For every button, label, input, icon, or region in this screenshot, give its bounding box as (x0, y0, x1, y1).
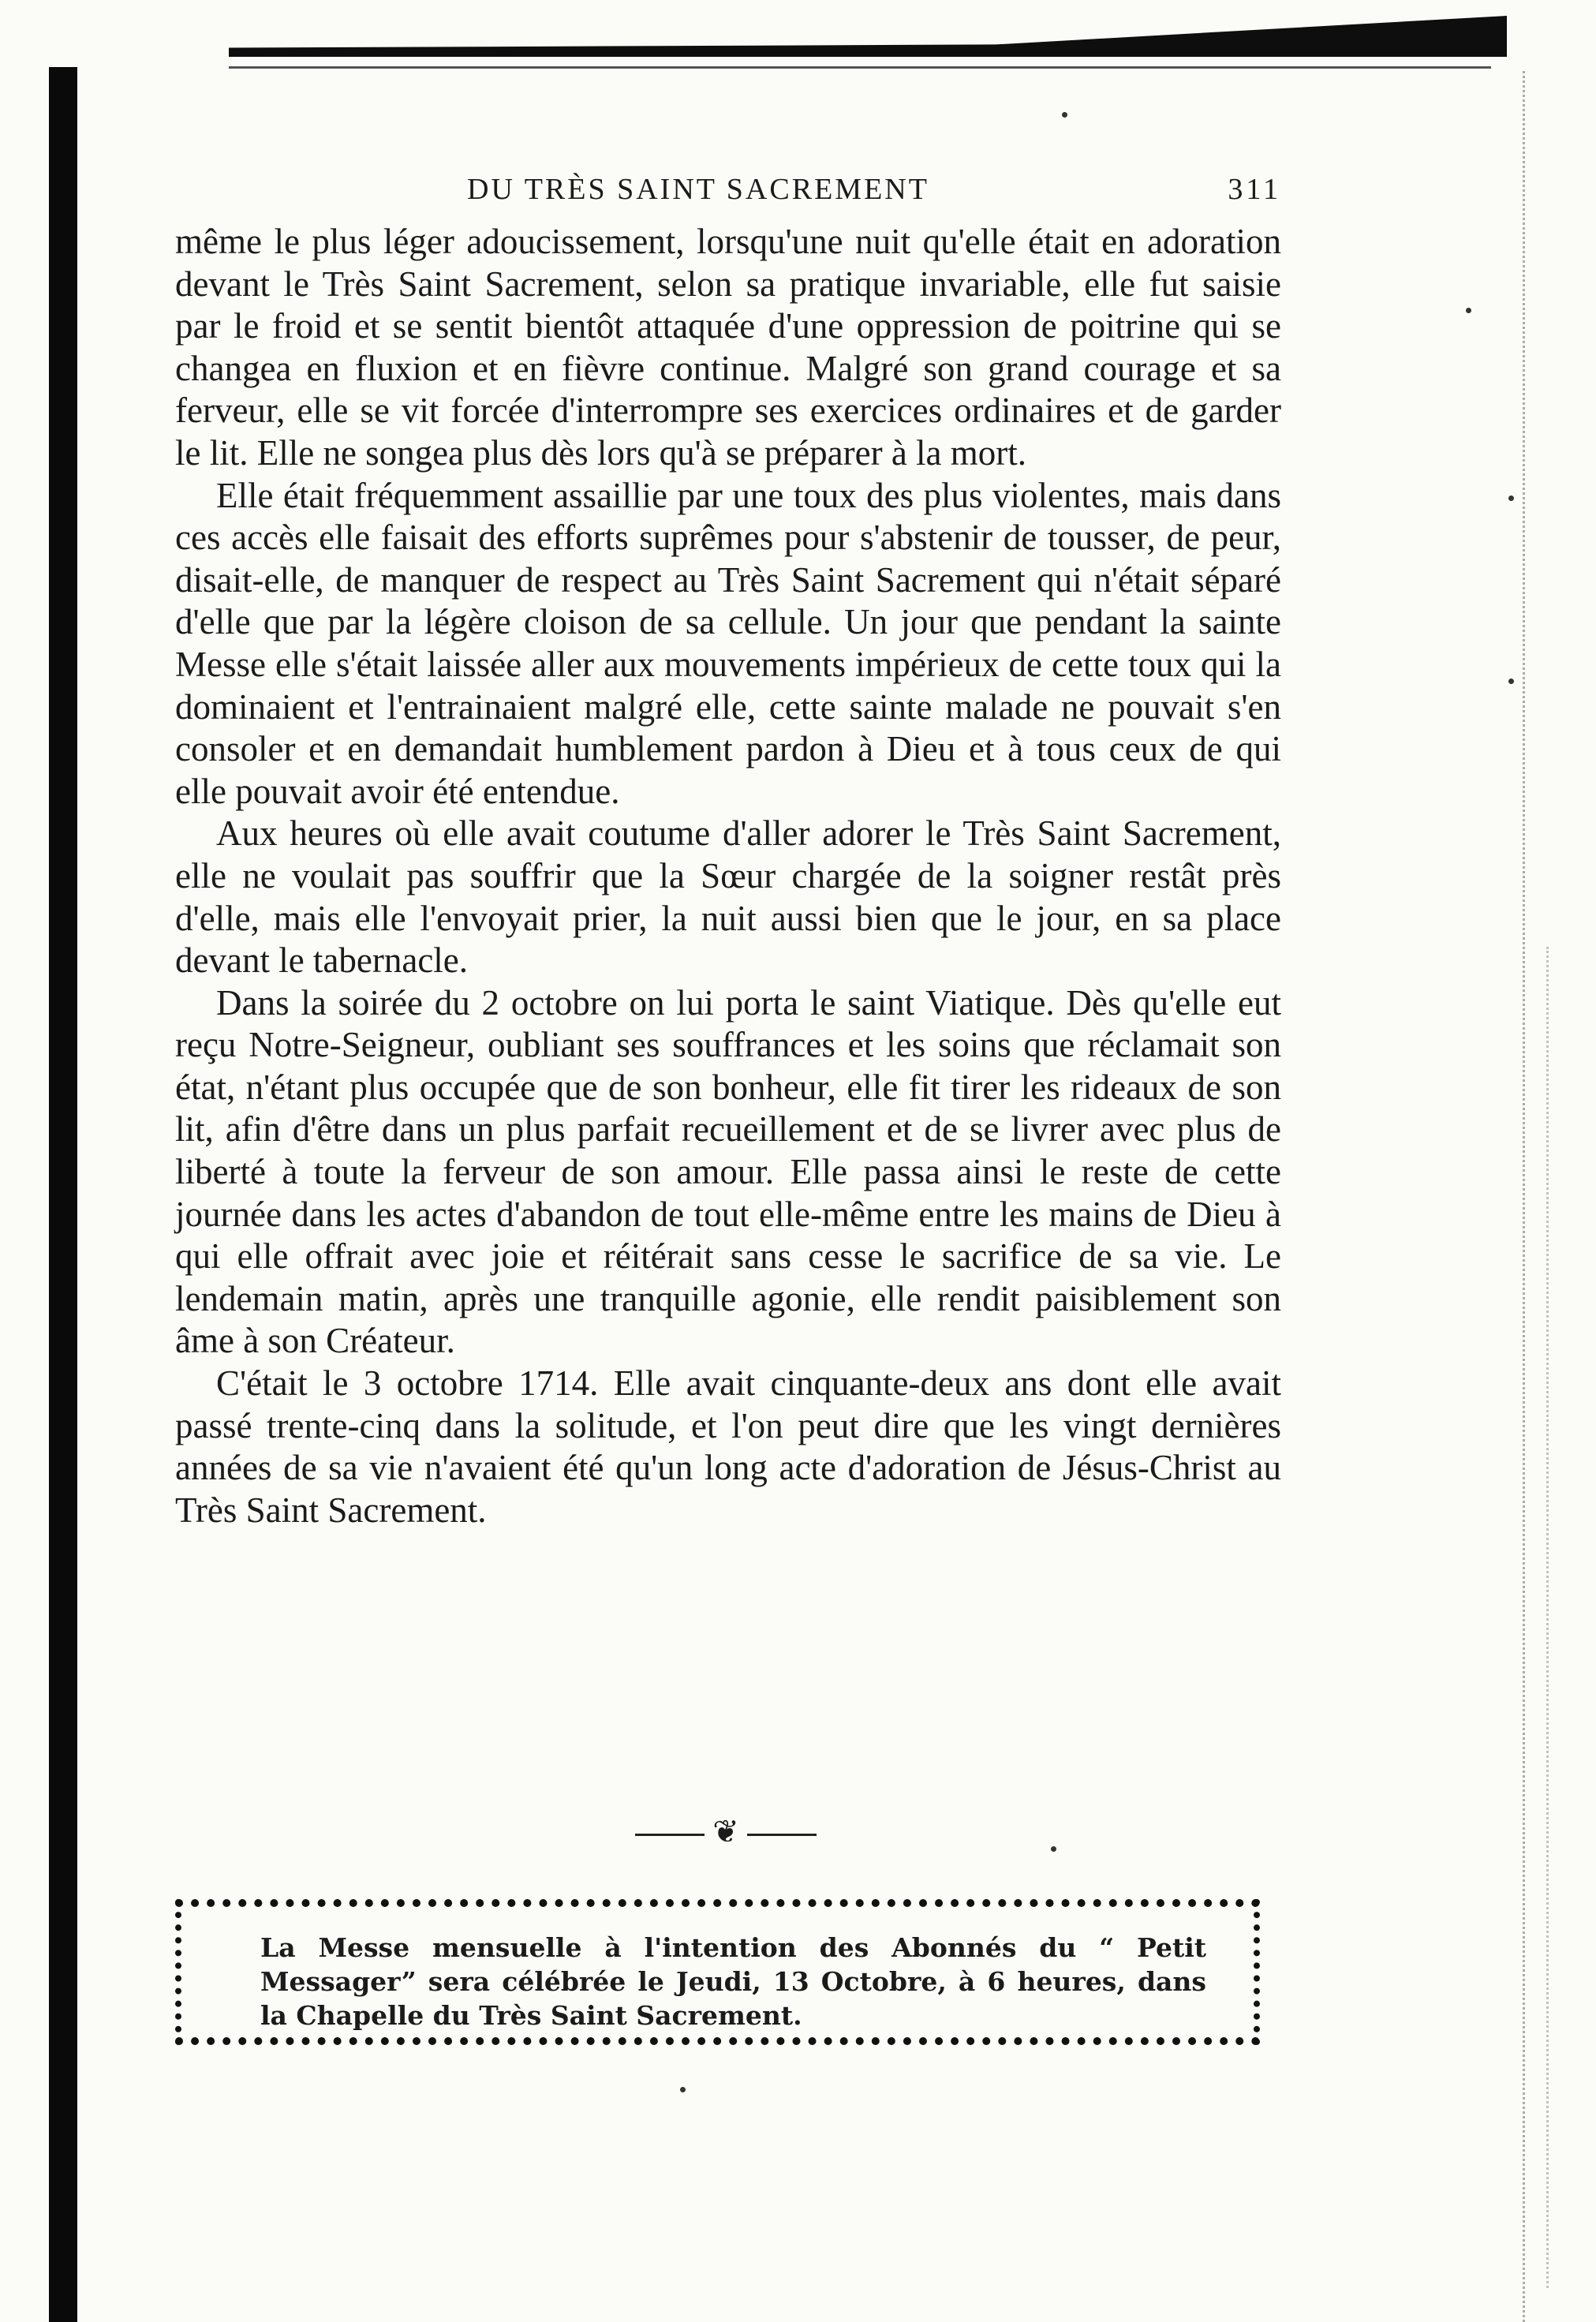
scan-speck (1062, 112, 1067, 118)
page-number: 311 (1228, 173, 1281, 206)
page-header (175, 172, 1281, 216)
scan-binding-edge (49, 67, 77, 2322)
scan-speck (1508, 495, 1514, 501)
paragraph: C'était le 3 octobre 1714. Elle avait cinquante-deux ans dont elle avait passé trente-cinq dans la solitude, et l'on peut dire que les vingt dernières années de sa vie n'avaient été qu'un long acte d'adoration de Jésus-Christ au Très Saint Sacrement. (175, 1363, 1281, 1530)
body-text (175, 221, 1281, 1531)
running-title: DU TRÈS SAINT SACREMENT (467, 173, 929, 206)
section-ornament (607, 1816, 844, 1848)
paragraph: Dans la soirée du 2 octobre on lui porta le saint Viatique. Dès qu'elle eut reçu Notre-Seigneur, oubliant ses souffrances et les soins que réclamait son état, n'étant plus occupée que de son bonheur, elle fit tirer les rideaux de son lit, afin d'être dans un plus parfait recueillement et de se livrer avec plus de liberté à toute la ferveur de son amour. Elle passa ainsi le reste de cette journée dans les actes d'abandon de tout elle-même entre les mains de Dieu à qui elle offrait avec joie et réitérait sans cesse le sacrifice de sa vie. Le lendemain matin, après une tranquille agonie, elle rendit paisiblement son âme à son Créateur. (175, 982, 1281, 1361)
mass-notice-text: La Messe mensuelle à l'intention des Abonnés du “ Petit Messager” sera célébrée le Jeudi, 13 Octobre, à 6 heures, dans la Chapelle du Très Saint Sacrement. (260, 1932, 1206, 2031)
scan-speck (1508, 679, 1514, 684)
scan-speck (1051, 1846, 1056, 1852)
ornament-rule-left (635, 1834, 705, 1836)
scan-top-rule (229, 66, 1491, 69)
scan-right-edge (1523, 71, 1530, 2322)
scan-speck (1466, 308, 1471, 313)
scan-speck (680, 2087, 686, 2092)
ornament-rule-right (747, 1834, 817, 1836)
paragraph: Elle était fréquemment assaillie par une toux des plus violentes, mais dans ces accès elle faisait des efforts suprêmes pour s'abstenir de tousser, de peur, disait-elle, de manquer de respect au Très Saint Sacrement qui n'était séparé d'elle que par la légère cloison de sa cellule. Un jour que pendant la sainte Messe elle s'était laissée aller aux mouvements impérieux de cette toux qui la dominaient et l'entrainaient malgré elle, cette sainte malade ne pouvait s'en consoler et en demandait humblement pardon à Dieu et à tous ceux de qui elle pouvait avoir été entendue. (175, 475, 1281, 811)
paragraph: même le plus léger adoucissement, lorsqu'une nuit qu'elle était en adoration devant le Très Saint Sacrement, selon sa pratique invariable, elle fut saisie par le froid et se sentit bientôt attaquée d'une oppression de poitrine qui se changea en fluxion et en fièvre continue. Malgré son grand courage et sa ferveur, elle se vit forcée d'interrompre ses exercices ordinaires et de garder le lit. Elle ne songea plus dès lors qu'à se préparer à la mort. (175, 222, 1281, 473)
scan-top-bar (229, 16, 1507, 57)
paragraph: Aux heures où elle avait coutume d'aller adorer le Très Saint Sacrement, elle ne voulait pas souffrir que la Sœur chargée de la soigner restât près d'elle, mais elle l'envoyait prier, la nuit aussi bien que le jour, en sa place devant le tabernacle. (175, 813, 1281, 981)
scan-right-edge-secondary (1546, 947, 1552, 2288)
mass-notice-box (175, 1899, 1260, 2045)
ornament-glyph: ❦ (712, 1814, 739, 1849)
